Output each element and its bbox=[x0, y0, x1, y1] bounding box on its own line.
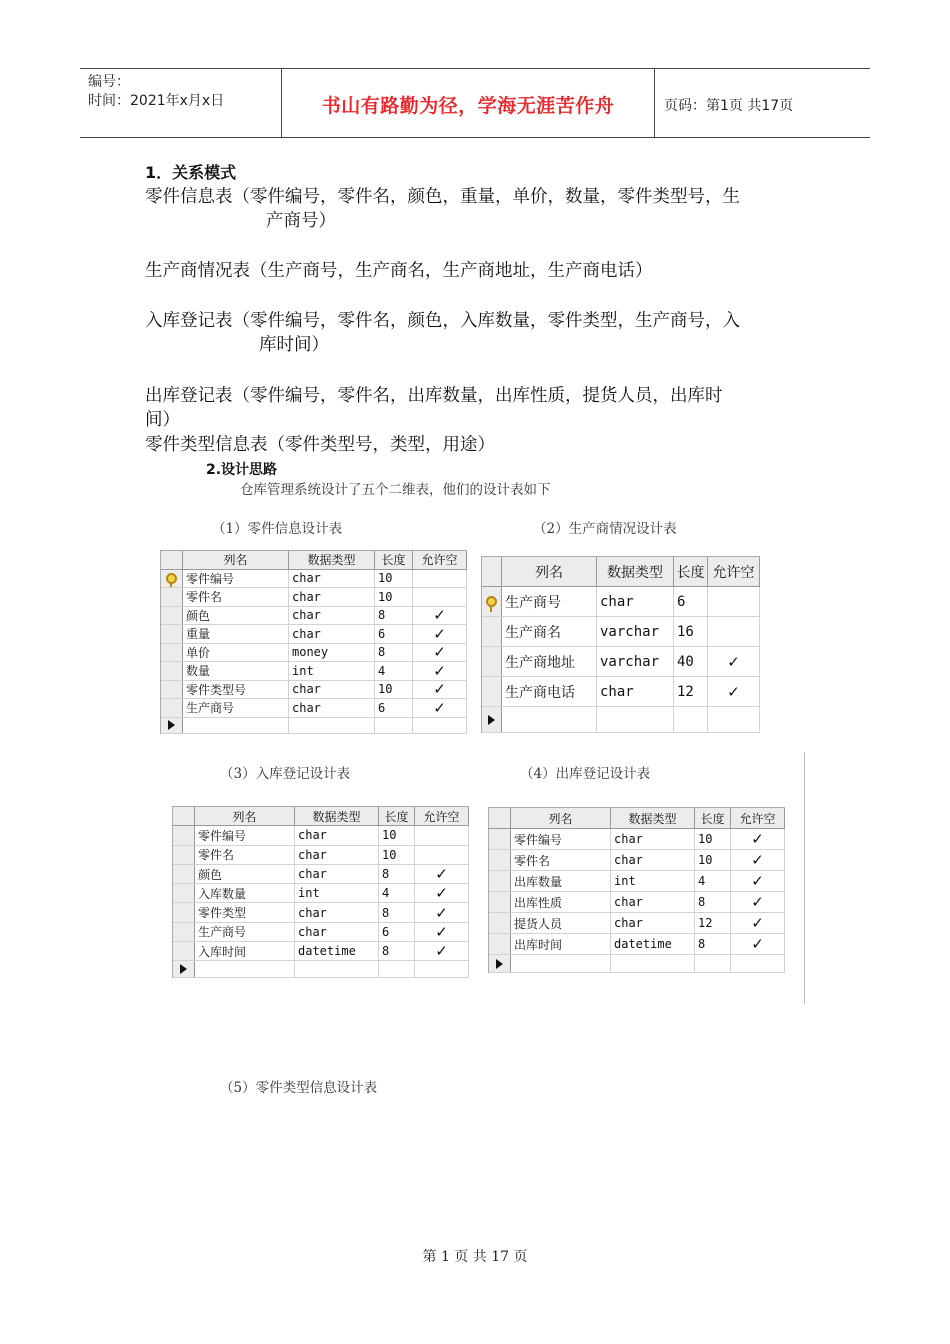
table-row[interactable] bbox=[161, 644, 467, 663]
length-cell: 6 bbox=[674, 587, 708, 616]
design-table-parts bbox=[160, 550, 467, 734]
empty-cell bbox=[511, 955, 611, 972]
section-intro: 仓库管理系统设计了五个二维表，他们的设计表如下 bbox=[240, 482, 551, 498]
row-selector bbox=[173, 903, 195, 921]
table-header-row bbox=[161, 551, 467, 570]
table-row[interactable] bbox=[161, 588, 467, 607]
length-cell: 12 bbox=[674, 677, 708, 706]
table-row[interactable] bbox=[489, 892, 785, 913]
primary-key-icon bbox=[166, 573, 177, 584]
allow-null-cell: ✓ bbox=[413, 681, 467, 699]
empty-cell bbox=[415, 961, 469, 977]
column-name-cell: 零件编号 bbox=[511, 829, 611, 849]
allow-null-cell: ✓ bbox=[415, 942, 469, 960]
table-row[interactable] bbox=[161, 625, 467, 644]
column-name-cell: 生产商名 bbox=[502, 617, 597, 646]
empty-cell bbox=[413, 718, 467, 733]
column-name-cell: 生产商电话 bbox=[502, 677, 597, 706]
row-selector bbox=[482, 647, 502, 676]
data-type-cell: char bbox=[289, 681, 375, 699]
table-caption: （4）出库登记设计表 bbox=[520, 766, 651, 782]
length-cell: 8 bbox=[695, 892, 731, 912]
document-header bbox=[80, 68, 870, 138]
allow-null-cell bbox=[413, 588, 467, 606]
relation-line: 入库登记表（零件编号，零件名，颜色，入库数量，零件类型，生产商号，入 bbox=[145, 311, 740, 331]
length-cell: 10 bbox=[695, 850, 731, 870]
data-type-cell: varchar bbox=[597, 647, 674, 676]
table-row[interactable] bbox=[173, 846, 469, 865]
length-header: 长度 bbox=[379, 807, 415, 825]
table-row[interactable] bbox=[489, 913, 785, 934]
relation-line: 零件类型信息表（零件类型号，类型，用途） bbox=[145, 435, 495, 455]
data-type-cell: char bbox=[289, 607, 375, 625]
allow-null-cell bbox=[415, 826, 469, 844]
allow-null-cell: ✓ bbox=[415, 884, 469, 902]
row-selector bbox=[173, 961, 195, 977]
length-header: 长度 bbox=[375, 551, 413, 569]
allow-null-cell: ✓ bbox=[413, 644, 467, 662]
allow-null-cell: ✓ bbox=[413, 699, 467, 717]
empty-cell bbox=[708, 707, 760, 732]
current-row-arrow-icon bbox=[180, 964, 187, 974]
row-selector-header bbox=[161, 551, 183, 569]
data-type-cell: char bbox=[289, 570, 375, 588]
header-meta bbox=[88, 73, 224, 111]
relation-line: 产商号） bbox=[266, 211, 336, 231]
column-name-cell: 出库时间 bbox=[511, 934, 611, 954]
length-cell: 16 bbox=[674, 617, 708, 646]
data-type-cell: varchar bbox=[597, 617, 674, 646]
data-type-cell: char bbox=[295, 923, 379, 941]
column-name-cell: 出库性质 bbox=[511, 892, 611, 912]
row-selector bbox=[161, 644, 183, 662]
length-cell: 8 bbox=[379, 865, 415, 883]
row-selector bbox=[161, 625, 183, 643]
row-selector-header bbox=[173, 807, 195, 825]
data-type-cell: char bbox=[289, 699, 375, 717]
row-selector bbox=[482, 677, 502, 706]
column-name-cell: 零件名 bbox=[183, 588, 289, 606]
primary-key-icon bbox=[486, 596, 497, 607]
data-type-cell: int bbox=[611, 871, 695, 891]
empty-cell bbox=[379, 961, 415, 977]
data-type-cell: char bbox=[295, 846, 379, 864]
table-row[interactable] bbox=[173, 923, 469, 942]
data-type-cell: int bbox=[289, 662, 375, 680]
allow-null-cell: ✓ bbox=[708, 677, 760, 706]
row-selector bbox=[173, 846, 195, 864]
table-row[interactable] bbox=[482, 617, 760, 647]
length-cell: 10 bbox=[375, 681, 413, 699]
column-name-cell: 入库数量 bbox=[195, 884, 295, 902]
design-table-manufacturers bbox=[481, 556, 760, 733]
new-record-row[interactable] bbox=[489, 955, 785, 973]
column-name-cell: 单价 bbox=[183, 644, 289, 662]
table-caption: （5）零件类型信息设计表 bbox=[220, 1080, 378, 1096]
empty-cell bbox=[183, 718, 289, 733]
column-name-cell: 入库时间 bbox=[195, 942, 295, 960]
row-selector-header bbox=[482, 557, 502, 586]
allow-null-cell: ✓ bbox=[731, 892, 785, 912]
allow-null-header: 允许空 bbox=[708, 557, 760, 586]
empty-cell bbox=[502, 707, 597, 732]
section-heading: 2.设计思路 bbox=[206, 462, 278, 478]
row-selector bbox=[489, 892, 511, 912]
new-record-row[interactable] bbox=[161, 718, 467, 734]
column-name-cell: 提货人员 bbox=[511, 913, 611, 933]
current-row-arrow-icon bbox=[496, 959, 503, 969]
table-caption: （1）零件信息设计表 bbox=[212, 521, 343, 537]
new-record-row[interactable] bbox=[482, 707, 760, 733]
column-name-cell: 零件类型号 bbox=[183, 681, 289, 699]
screenshot-edge bbox=[804, 752, 805, 1004]
design-table-inbound bbox=[172, 806, 469, 978]
data-type-cell: datetime bbox=[295, 942, 379, 960]
length-cell: 8 bbox=[695, 934, 731, 954]
data-type-cell: char bbox=[597, 587, 674, 616]
allow-null-cell: ✓ bbox=[415, 903, 469, 921]
empty-cell bbox=[731, 955, 785, 972]
column-name-header: 列名 bbox=[511, 808, 611, 828]
header-page-info: 页码：第1页 共17页 bbox=[664, 98, 794, 114]
design-table-outbound bbox=[488, 807, 785, 973]
table-row[interactable] bbox=[173, 865, 469, 884]
allow-null-cell: ✓ bbox=[413, 662, 467, 680]
allow-null-cell: ✓ bbox=[731, 934, 785, 954]
length-cell: 8 bbox=[375, 644, 413, 662]
column-name-cell: 零件类型 bbox=[195, 903, 295, 921]
length-header: 长度 bbox=[695, 808, 731, 828]
page-footer: 第 1 页 共 17 页 bbox=[422, 1249, 528, 1265]
column-name-header: 列名 bbox=[502, 557, 597, 586]
table-row[interactable] bbox=[482, 677, 760, 707]
length-cell: 10 bbox=[379, 826, 415, 844]
data-type-cell: char bbox=[295, 903, 379, 921]
data-type-cell: char bbox=[295, 826, 379, 844]
length-cell: 8 bbox=[379, 903, 415, 921]
table-row[interactable] bbox=[482, 647, 760, 677]
length-cell: 10 bbox=[379, 846, 415, 864]
table-row[interactable] bbox=[173, 884, 469, 903]
allow-null-header: 允许空 bbox=[413, 551, 467, 569]
row-selector bbox=[161, 681, 183, 699]
new-record-row[interactable] bbox=[173, 961, 469, 978]
relation-line: 生产商情况表（生产商号，生产商名，生产商地址，生产商电话） bbox=[145, 261, 653, 281]
row-selector bbox=[173, 923, 195, 941]
length-cell: 10 bbox=[375, 588, 413, 606]
row-selector bbox=[161, 699, 183, 717]
column-name-cell: 生产商号 bbox=[195, 923, 295, 941]
table-row[interactable] bbox=[161, 570, 467, 589]
column-name-cell: 生产商号 bbox=[183, 699, 289, 717]
row-selector bbox=[173, 942, 195, 960]
table-row[interactable] bbox=[161, 607, 467, 626]
row-selector bbox=[489, 850, 511, 870]
column-name-cell: 零件编号 bbox=[183, 570, 289, 588]
column-name-header: 列名 bbox=[183, 551, 289, 569]
relation-line: 间） bbox=[145, 410, 180, 430]
column-name-cell: 颜色 bbox=[195, 865, 295, 883]
data-type-cell: char bbox=[611, 829, 695, 849]
allow-null-header: 允许空 bbox=[415, 807, 469, 825]
column-name-cell: 生产商地址 bbox=[502, 647, 597, 676]
serial-number-label: 编号： bbox=[88, 74, 130, 90]
table-row[interactable] bbox=[173, 942, 469, 961]
empty-cell bbox=[674, 707, 708, 732]
row-selector bbox=[489, 871, 511, 891]
allow-null-cell bbox=[708, 617, 760, 646]
header-motto: 书山有路勤为径，学海无涯苦作舟 bbox=[321, 95, 615, 117]
header-divider bbox=[654, 69, 655, 137]
length-cell: 4 bbox=[379, 884, 415, 902]
row-selector bbox=[489, 934, 511, 954]
table-row[interactable] bbox=[482, 587, 760, 617]
table-row[interactable] bbox=[489, 850, 785, 871]
row-selector bbox=[161, 570, 183, 588]
data-type-cell: datetime bbox=[611, 934, 695, 954]
row-selector bbox=[173, 826, 195, 844]
data-type-header: 数据类型 bbox=[295, 807, 379, 825]
allow-null-cell: ✓ bbox=[708, 647, 760, 676]
empty-cell bbox=[295, 961, 379, 977]
table-header-row bbox=[482, 557, 760, 587]
date-label: 时间：2021年x月x日 bbox=[88, 93, 225, 109]
table-row[interactable] bbox=[161, 681, 467, 700]
length-header: 长度 bbox=[674, 557, 708, 586]
column-name-cell: 重量 bbox=[183, 625, 289, 643]
allow-null-cell: ✓ bbox=[731, 871, 785, 891]
length-cell: 4 bbox=[375, 662, 413, 680]
table-row[interactable] bbox=[173, 903, 469, 922]
data-type-cell: int bbox=[295, 884, 379, 902]
table-row[interactable] bbox=[161, 699, 467, 718]
length-cell: 10 bbox=[695, 829, 731, 849]
row-selector bbox=[161, 588, 183, 606]
table-row[interactable] bbox=[489, 934, 785, 955]
data-type-cell: char bbox=[611, 913, 695, 933]
allow-null-cell bbox=[708, 587, 760, 616]
length-cell: 40 bbox=[674, 647, 708, 676]
relation-line: 出库登记表（零件编号，零件名，出库数量，出库性质，提货人员，出库时 bbox=[145, 386, 723, 406]
table-row[interactable] bbox=[489, 829, 785, 850]
empty-cell bbox=[289, 718, 375, 733]
allow-null-cell: ✓ bbox=[415, 923, 469, 941]
column-name-cell: 数量 bbox=[183, 662, 289, 680]
data-type-cell: char bbox=[289, 625, 375, 643]
column-name-header: 列名 bbox=[195, 807, 295, 825]
table-caption: （2）生产商情况设计表 bbox=[533, 521, 677, 537]
allow-null-cell bbox=[413, 570, 467, 588]
row-selector bbox=[161, 607, 183, 625]
row-selector bbox=[489, 955, 511, 972]
data-type-header: 数据类型 bbox=[611, 808, 695, 828]
empty-cell bbox=[375, 718, 413, 733]
allow-null-cell: ✓ bbox=[731, 850, 785, 870]
allow-null-cell: ✓ bbox=[413, 607, 467, 625]
length-cell: 6 bbox=[375, 699, 413, 717]
data-type-cell: char bbox=[289, 588, 375, 606]
table-row[interactable] bbox=[489, 871, 785, 892]
length-cell: 12 bbox=[695, 913, 731, 933]
section-heading: 1．关系模式 bbox=[145, 163, 237, 182]
allow-null-cell: ✓ bbox=[731, 913, 785, 933]
row-selector bbox=[161, 718, 183, 733]
allow-null-cell: ✓ bbox=[415, 865, 469, 883]
empty-cell bbox=[597, 707, 674, 732]
column-name-cell: 颜色 bbox=[183, 607, 289, 625]
column-name-cell: 生产商号 bbox=[502, 587, 597, 616]
row-selector bbox=[173, 884, 195, 902]
current-row-arrow-icon bbox=[168, 720, 175, 730]
table-header-row bbox=[489, 808, 785, 829]
row-selector bbox=[482, 707, 502, 732]
table-header-row bbox=[173, 807, 469, 826]
data-type-cell: char bbox=[295, 865, 379, 883]
row-selector bbox=[482, 587, 502, 616]
table-row[interactable] bbox=[173, 826, 469, 845]
row-selector-header bbox=[489, 808, 511, 828]
empty-cell bbox=[695, 955, 731, 972]
data-type-cell: char bbox=[597, 677, 674, 706]
current-row-arrow-icon bbox=[488, 715, 495, 725]
length-cell: 10 bbox=[375, 570, 413, 588]
allow-null-cell bbox=[415, 846, 469, 864]
column-name-cell: 零件名 bbox=[195, 846, 295, 864]
length-cell: 6 bbox=[375, 625, 413, 643]
allow-null-header: 允许空 bbox=[731, 808, 785, 828]
data-type-cell: char bbox=[611, 892, 695, 912]
length-cell: 8 bbox=[375, 607, 413, 625]
row-selector bbox=[489, 829, 511, 849]
column-name-cell: 零件编号 bbox=[195, 826, 295, 844]
empty-cell bbox=[611, 955, 695, 972]
table-caption: （3）入库登记设计表 bbox=[220, 766, 351, 782]
data-type-cell: money bbox=[289, 644, 375, 662]
allow-null-cell: ✓ bbox=[413, 625, 467, 643]
row-selector bbox=[489, 913, 511, 933]
relation-line: 零件信息表（零件编号，零件名，颜色，重量，单价，数量，零件类型号，生 bbox=[145, 187, 740, 207]
length-cell: 8 bbox=[379, 942, 415, 960]
empty-cell bbox=[195, 961, 295, 977]
table-row[interactable] bbox=[161, 662, 467, 681]
length-cell: 4 bbox=[695, 871, 731, 891]
data-type-cell: char bbox=[611, 850, 695, 870]
row-selector bbox=[482, 617, 502, 646]
column-name-cell: 出库数量 bbox=[511, 871, 611, 891]
row-selector bbox=[161, 662, 183, 680]
allow-null-cell: ✓ bbox=[731, 829, 785, 849]
relation-line: 库时间） bbox=[259, 335, 329, 355]
data-type-header: 数据类型 bbox=[597, 557, 674, 586]
data-type-header: 数据类型 bbox=[289, 551, 375, 569]
length-cell: 6 bbox=[379, 923, 415, 941]
row-selector bbox=[173, 865, 195, 883]
column-name-cell: 零件名 bbox=[511, 850, 611, 870]
